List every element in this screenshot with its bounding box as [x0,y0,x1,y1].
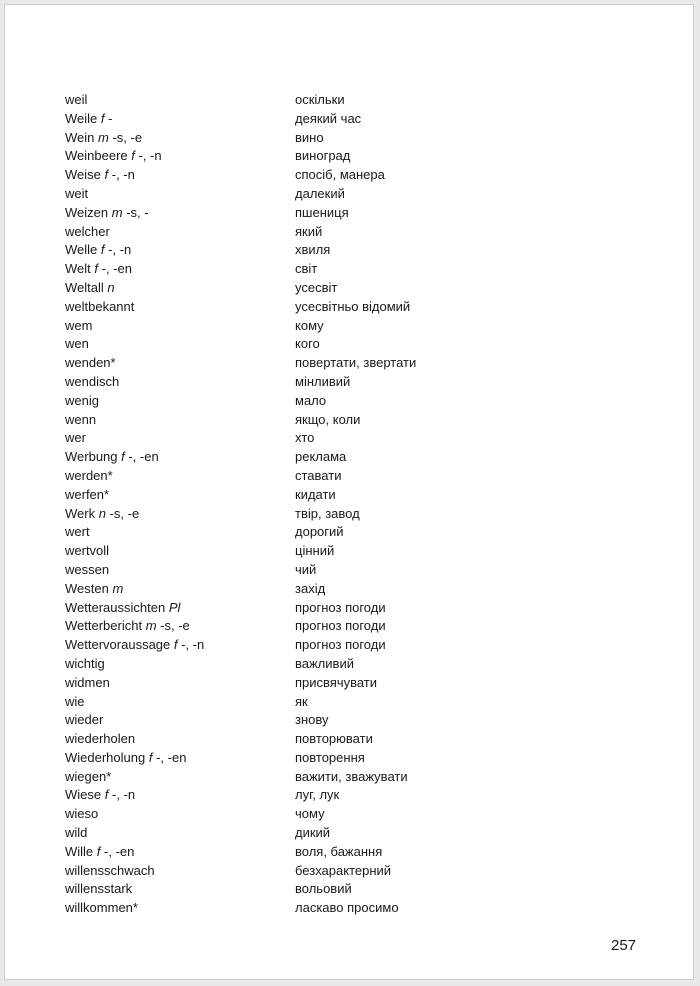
german-headword [65,373,119,392]
german-headword [65,636,204,655]
headword-text: wer [65,430,86,446]
grammar-gender: f [173,637,178,653]
ukrainian-translation: прогноз погоди [295,618,386,634]
german-headword [65,354,116,373]
vocab-entry [65,899,665,918]
headword-text: Weise [65,167,101,183]
vocab-entry [65,411,665,430]
headword-text: wem [65,317,93,333]
ukrainian-translation: далекий [295,185,345,201]
headword-text: wieder [65,712,104,728]
plural-forms: -, -en [124,449,159,465]
headword-text: Wiese [65,787,102,803]
vocab-entry [65,147,665,166]
headword-text: Weile [65,110,98,126]
ukrainian-translation: якщо, коли [295,411,361,427]
ukrainian-translation: хвиля [295,242,331,258]
plural-forms: -, -n [104,242,132,258]
vocab-entry [65,655,665,674]
ukrainian-translation: повторення [295,749,365,765]
headword-text: Werbung [65,449,118,465]
german-headword [65,674,110,693]
ukrainian-translation: деякий час [295,110,362,126]
vocab-entry [65,523,665,542]
headword-text: Wetteraussichten [65,599,166,615]
ukrainian-translation: воля, бажання [295,843,383,859]
headword-text: Wein [65,129,95,145]
plural-forms: -, -en [100,843,135,859]
vocab-entry [65,805,665,824]
german-headword [65,805,98,824]
plural-forms: -, -n [108,167,135,183]
dictionary-page [4,4,694,980]
plural-forms: -, -en [152,749,187,765]
ukrainian-translation: вино [295,129,324,145]
grammar-gender: f [104,787,109,803]
vocab-entry [65,204,665,223]
headword-text: wichtig [65,655,105,671]
german-headword [65,392,99,411]
headword-text: wenig [65,392,99,408]
ukrainian-translation: чий [295,561,317,577]
ukrainian-translation: важливий [295,655,354,671]
german-headword [65,185,88,204]
headword-text: wen [65,336,89,352]
headword-text: wild [65,825,88,841]
vocab-entry [65,824,665,843]
vocab-entry [65,166,665,185]
german-headword [65,655,105,674]
vocab-entry [65,862,665,881]
german-headword [65,880,132,899]
grammar-gender: f [94,261,99,277]
german-headword [65,279,115,298]
vocab-entry [65,580,665,599]
vocabulary-list [65,91,665,918]
german-headword [65,448,159,467]
grammar-gender: f [100,242,105,258]
headword-text: Wettervoraussage [65,637,171,653]
vocab-entry [65,335,665,354]
vocab-entry [65,880,665,899]
german-headword [65,223,110,242]
headword-text: weil [65,92,88,107]
headword-text: welcher [65,223,110,239]
headword-text: wie [65,693,85,709]
ukrainian-translation: чому [295,806,325,822]
german-headword [65,317,92,336]
headword-text: Wiederholung [65,749,146,765]
grammar-gender: m [145,618,157,634]
headword-text: wenn [65,411,97,427]
german-headword [65,486,109,505]
plural-forms: -s, -e [156,618,190,634]
ukrainian-translation: хто [295,430,315,446]
ukrainian-translation: виноград [295,148,351,164]
vocab-entry [65,260,665,279]
vocab-entry [65,373,665,392]
grammar-gender: m [112,580,124,596]
grammar-gender: f [148,749,153,765]
grammar-gender: Pl [168,599,181,615]
headword-text: willensschwach [65,862,155,878]
ukrainian-translation: важити, зважувати [295,768,408,784]
headword-text: Weltall [65,279,104,295]
headword-text: Welle [65,242,98,258]
ukrainian-translation: луг, лук [295,787,340,803]
ukrainian-translation: захід [295,580,326,596]
ukrainian-translation: кого [295,336,320,352]
german-headword [65,166,135,185]
german-headword [65,693,85,712]
headword-text: werfen* [65,486,110,502]
german-headword [65,335,89,354]
german-headword [65,749,186,768]
vocab-entry [65,749,665,768]
plural-forms: -s, -e [108,129,143,145]
plural-forms: -s, -e [105,505,140,521]
vocab-entry [65,786,665,805]
headword-text: Werk [65,505,96,521]
ukrainian-translation: ставати [295,467,342,483]
headword-text: weltbekannt [65,298,135,314]
ukrainian-translation: твір, завод [295,505,360,521]
german-headword [65,617,190,636]
headword-text: werden* [65,467,113,483]
ukrainian-translation: дорогий [295,524,344,540]
ukrainian-translation: дикий [295,825,331,841]
grammar-gender: f [121,449,125,465]
german-headword [65,599,180,618]
german-headword [65,147,162,166]
german-headword [65,429,86,448]
ukrainian-translation: знову [295,712,329,728]
vocab-entry [65,241,665,260]
headword-text: Wille [65,843,94,859]
vocab-entry [65,298,665,317]
german-headword [65,467,113,486]
headword-text: Weizen [65,204,109,220]
german-headword [65,730,135,749]
plural-forms: -, -en [98,261,132,277]
ukrainian-translation: вольовий [295,881,352,897]
ukrainian-translation: повертати, звертати [295,355,417,371]
vocab-entry [65,486,665,505]
headword-text: wessen [65,561,110,577]
german-headword [65,542,109,561]
german-headword [65,580,123,599]
vocab-entry [65,711,665,730]
german-headword [65,523,90,542]
ukrainian-translation: реклама [295,449,347,465]
german-headword [65,204,149,223]
ukrainian-translation: цінний [295,543,335,559]
grammar-gender: m [111,204,123,220]
headword-text: Welt [65,261,91,277]
headword-text: wieso [65,806,99,822]
headword-text: widmen [65,674,110,690]
ukrainian-translation: який [295,223,323,239]
german-headword [65,110,112,129]
vocab-entry [65,768,665,787]
vocab-entry [65,129,665,148]
german-headword [65,899,138,918]
german-headword [65,561,109,580]
vocab-entry [65,185,665,204]
plural-forms: -, -n [108,787,136,803]
ukrainian-translation: кидати [295,486,336,502]
headword-text: willensstark [65,881,133,897]
ukrainian-translation: безхарактерний [295,862,392,878]
ukrainian-translation: усесвіт [295,279,338,295]
ukrainian-translation: кому [295,317,324,333]
ukrainian-translation: пшениця [295,204,349,220]
grammar-gender: m [98,129,109,145]
german-headword [65,824,87,843]
german-headword [65,843,134,862]
vocab-entry [65,223,665,242]
vocab-entry [65,91,665,110]
grammar-gender: f [131,148,135,164]
headword-text: wendisch [65,373,120,389]
vocab-entry [65,542,665,561]
page-number: 257 [611,937,637,954]
grammar-gender: f [96,843,101,859]
german-headword [65,241,131,260]
plural-forms: -, -n [134,148,162,164]
ukrainian-translation: присвячувати [295,674,378,690]
grammar-gender: f [104,167,109,183]
german-headword [65,862,155,881]
grammar-gender: n [98,505,106,521]
ukrainian-translation: оскільки [295,92,345,107]
german-headword [65,91,87,110]
vocab-entry [65,599,665,618]
ukrainian-translation: ласкаво просимо [295,900,399,916]
vocab-entry [65,354,665,373]
german-headword [65,768,111,787]
headword-text: Weinbeere [65,148,128,164]
ukrainian-translation: прогноз погоди [295,637,386,653]
german-headword [65,129,142,148]
headword-text: wert [65,524,90,540]
vocab-entry [65,467,665,486]
headword-text: Wetterbericht [65,618,143,634]
grammar-gender: n [107,279,115,295]
german-headword [65,260,132,279]
vocab-entry [65,730,665,749]
headword-text: wertvoll [65,543,110,559]
ukrainian-translation: як [295,693,308,709]
vocab-entry [65,279,665,298]
headword-text: wiederholen [65,731,136,747]
ukrainian-translation: світ [295,261,318,277]
ukrainian-translation: повторювати [295,731,373,747]
vocab-entry [65,392,665,411]
vocab-entry [65,448,665,467]
vocab-entry [65,674,665,693]
grammar-gender: f [100,110,105,126]
vocab-entry [65,693,665,712]
plural-forms: -, -n [177,637,205,653]
german-headword [65,786,135,805]
vocab-entry [65,636,665,655]
german-headword [65,505,139,524]
vocab-entry [65,317,665,336]
headword-text: willkommen* [65,900,138,916]
vocab-entry [65,505,665,524]
german-headword [65,298,134,317]
ukrainian-translation: мінливий [295,373,351,389]
ukrainian-translation: усесвітньо відомий [295,298,411,314]
vocab-entry [65,429,665,448]
vocab-entry [65,617,665,636]
headword-text: wiegen* [65,768,112,784]
vocab-entry [65,561,665,580]
german-headword [65,711,103,730]
german-headword [65,411,96,430]
vocab-entry [65,110,665,129]
plural-forms: - [104,110,113,126]
headword-text: Westen [65,580,109,596]
ukrainian-translation: прогноз погоди [295,599,386,615]
plural-forms: -s, - [122,204,149,220]
headword-text: wenden* [65,355,116,371]
headword-text: weit [65,185,89,201]
ukrainian-translation: мало [295,392,327,408]
vocab-entry [65,843,665,862]
ukrainian-translation: спосіб, манера [295,167,385,183]
